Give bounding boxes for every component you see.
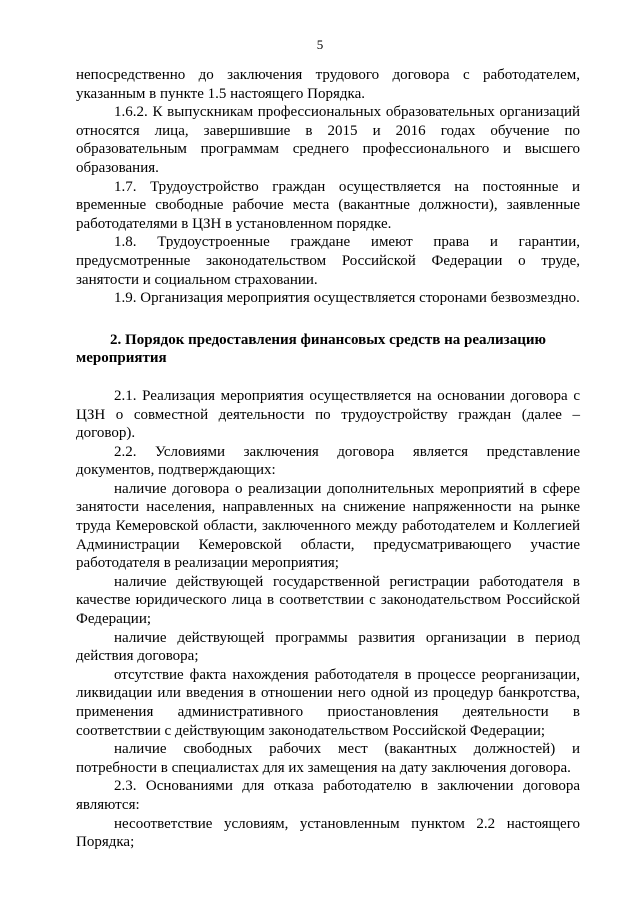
paragraph: 1.9. Организация мероприятия осуществляется сторонами безвозмездно.: [114, 290, 580, 307]
section-heading: 2. Порядок предоставления финансовых средств на реализацию мероприятия: [76, 331, 546, 367]
paragraph: 2.2. Условиями заключения договора является представление документов, подтверждающих:: [76, 443, 580, 479]
paragraph: отсутствие факта нахождения работодателя в процессе реорганизации, ликвидации или введения в отношении него одной из процедур банкротства, применения административного приостановления деятельности в соответствии с действующим законодательством Российской Федерации;: [76, 666, 580, 739]
paragraph: наличие договора о реализации дополнительных мероприятий в сфере занятости населения, направленных на снижение напряженности на рынке труда Кемеровской области, заключенного между работодателем и Коллегией Администрации Кемеровской области, предусматривающего участие работодателя в реализации мероприятия;: [76, 480, 580, 572]
paragraph: 1.7. Трудоустройство граждан осуществляется на постоянные и временные свободные рабочие места (вакантные должности), заявленные работодателями в ЦЗН в установленном порядке.: [76, 178, 580, 232]
document-body: [76, 66, 580, 852]
paragraph: 1.8. Трудоустроенные граждане имеют права и гарантии, предусмотренные законодательством Российской Федерации о труде, занятости и социальном страховании.: [76, 234, 580, 288]
paragraph: несоответствие условиям, установленным пунктом 2.2 настоящего Порядка;: [76, 815, 580, 851]
paragraph: 1.6.2. К выпускникам профессиональных образовательных организаций относятся лица, завершившие в 2015 и 2016 годах обучение по образовательным программам среднего профессионального и высшего образования.: [76, 104, 580, 176]
paragraph: непосредственно до заключения трудового договора с работодателем, указанным в пункте 1.5 настоящего Порядка.: [76, 67, 580, 102]
paragraph: наличие свободных рабочих мест (вакантных должностей) и потребности в специалистах для их замещения на дату заключения договора.: [76, 741, 580, 776]
page-number: 5: [316, 37, 324, 52]
paragraph: 2.1. Реализация мероприятия осуществляется на основании договора с ЦЗН о совместной деятельности по трудоустройству граждан (далее – договор).: [76, 387, 580, 442]
paragraph: наличие действующей программы развития организации в период действия договора;: [76, 629, 580, 665]
paragraph: 2.3. Основаниями для отказа работодателю в заключении договора являются:: [76, 778, 580, 813]
paragraph: наличие действующей государственной регистрации работодателя в качестве юридического лица в соответствии с законодательством Российской Федерации;: [76, 573, 580, 628]
